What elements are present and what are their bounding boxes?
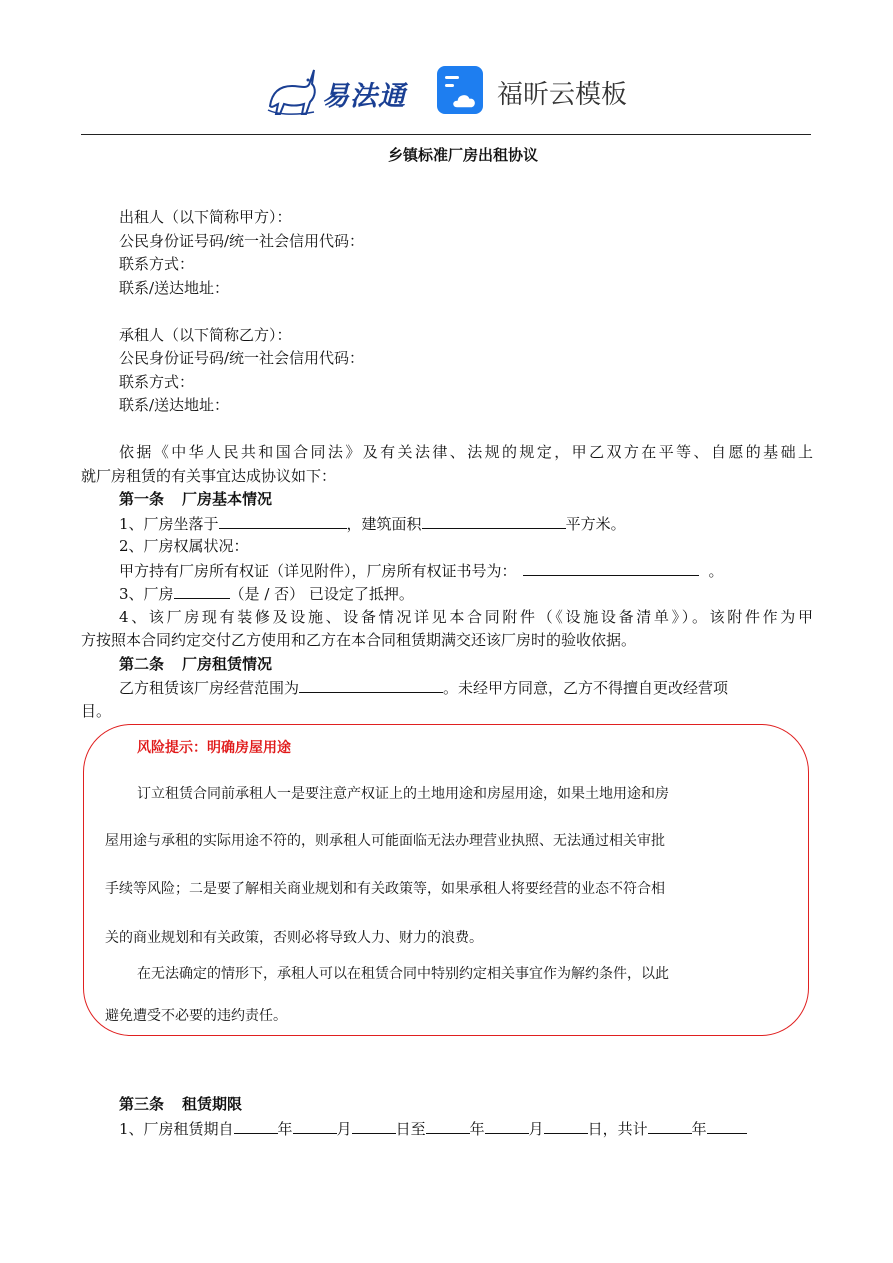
document-header (0, 58, 893, 124)
year-label: 年 (469, 1119, 485, 1138)
lessee-address-label: 联系/送达地址： (119, 396, 230, 414)
yifatong-logo-text: 易法通 (322, 81, 406, 112)
location-label: 1、厂房坐落于 (119, 514, 219, 533)
article-1-item-2-detail (81, 559, 813, 583)
article-1-item-2: 2、厂房权属状况： (119, 537, 249, 555)
article-2-line-2: 目。 (81, 701, 112, 720)
article-1-item-3 (81, 582, 813, 606)
start-month-blank[interactable] (293, 1117, 337, 1134)
year-label: 年 (277, 1119, 293, 1138)
fuxin-logo-text: 福昕云模板 (497, 80, 628, 110)
fuxin-logo (435, 64, 635, 120)
preamble-line-1: 依据《中华人民共和国合同法》及有关法律、法规的规定，甲乙双方在平等、自愿的基础上 (119, 443, 813, 461)
year-label: 年 (691, 1119, 707, 1138)
risk-notice-line: 在无法确定的情形下，承租人可以在租赁合同中特别约定相关事宜作为解约条件，以此 (137, 966, 669, 982)
lessee-id-label: 公民身份证号码/统一社会信用代码： (119, 349, 365, 367)
header-divider (81, 134, 811, 135)
business-scope-blank[interactable] (299, 676, 443, 693)
lessor-address-label: 联系/送达地址： (119, 278, 230, 297)
area-label: ，建筑面积 (346, 514, 422, 533)
start-day-blank[interactable] (352, 1117, 396, 1134)
certificate-number-blank[interactable] (523, 559, 699, 576)
risk-notice-title: 风险提示：明确房屋用途 (137, 740, 291, 756)
article-2-title: 厂房租赁情况 (182, 654, 273, 673)
risk-notice-line: 订立租赁合同前承租人一是要注意产权证上的土地用途和房屋用途，如果土地用途和房 (137, 786, 669, 802)
lessor-contact-label: 联系方式： (119, 255, 195, 273)
article-1-heading (81, 488, 813, 512)
article-2-number: 第二条 (119, 654, 165, 673)
location-blank[interactable] (219, 512, 347, 529)
business-scope-label: 乙方租赁该厂房经营范围为 (119, 679, 300, 697)
start-year-blank[interactable] (234, 1117, 278, 1134)
article-1-title: 厂房基本情况 (182, 490, 273, 508)
mortgage-blank[interactable] (174, 582, 230, 599)
document-title: 乡镇标准厂房出租协议 (387, 146, 538, 164)
cloud-document-icon (435, 64, 487, 116)
document-body (81, 206, 813, 723)
month-label: 月 (528, 1119, 544, 1138)
unicorn-icon (262, 62, 322, 120)
total-extra-blank[interactable] (707, 1117, 747, 1134)
article-1-number: 第一条 (119, 490, 165, 508)
lessee-name-label: 承租人（以下简称乙方）： (119, 325, 292, 344)
article-3-heading (81, 1093, 813, 1117)
end-month-blank[interactable] (485, 1117, 529, 1134)
mortgage-options: （是 / 否） 已设定了抵押。 (229, 585, 414, 603)
article-3-number: 第三条 (119, 1095, 165, 1113)
term-label: 1、厂房租赁期自 (119, 1119, 234, 1138)
certificate-period: 。 (708, 561, 724, 580)
day-to-label: 日至 (395, 1119, 426, 1138)
risk-notice-line: 避免遭受不必要的违约责任。 (105, 1008, 287, 1024)
area-unit: 平方米。 (565, 514, 626, 533)
certificate-label: 甲方持有厂房所有权证（详见附件），厂房所有权证书号为： (119, 561, 517, 580)
day-total-label: 日，共计 (587, 1119, 648, 1138)
risk-notice-line: 手续等风险；二是要了解相关商业规划和有关政策等，如果承租人将要经营的业态不符合相 (105, 881, 665, 897)
lessor-name-label: 出租人（以下简称甲方）： (119, 208, 292, 226)
risk-notice-box (83, 724, 809, 1036)
total-years-blank[interactable] (648, 1117, 692, 1134)
yifatong-logo (262, 62, 412, 120)
end-year-blank[interactable] (426, 1117, 470, 1134)
article-3-item-1 (81, 1117, 813, 1141)
article-1-item-1 (81, 512, 813, 536)
risk-notice-line: 屋用途与承租的实际用途不符的，则承租人可能面临无法办理营业执照、无法通过相关审批 (105, 833, 665, 849)
article-2-heading (81, 653, 813, 677)
article-1-item-4-line-1: 4、该厂房现有装修及设施、设备情况详见本合同附件（《设施设备清单》）。该附件作为甲 (119, 607, 813, 626)
business-scope-clause: 。未经甲方同意，乙方不得擅自更改经营项 (443, 679, 729, 697)
risk-notice-line: 关的商业规划和有关政策，否则必将导致人力、财力的浪费。 (105, 930, 483, 946)
area-blank[interactable] (422, 512, 566, 529)
end-day-blank[interactable] (544, 1117, 588, 1134)
article-3 (81, 1093, 813, 1140)
article-3-title: 租赁期限 (182, 1095, 243, 1113)
mortgage-label: 3、厂房 (119, 585, 174, 603)
lessee-contact-label: 联系方式： (119, 372, 195, 391)
article-1-item-4-line-2: 方按照本合同约定交付乙方使用和乙方在本合同租赁期满交还该厂房时的验收依据。 (81, 631, 637, 649)
month-label: 月 (336, 1119, 352, 1138)
lessor-id-label: 公民身份证号码/统一社会信用代码： (119, 231, 365, 250)
preamble-line-2: 就厂房租赁的有关事宜达成协议如下： (81, 466, 337, 485)
article-2-line-1 (81, 676, 813, 700)
